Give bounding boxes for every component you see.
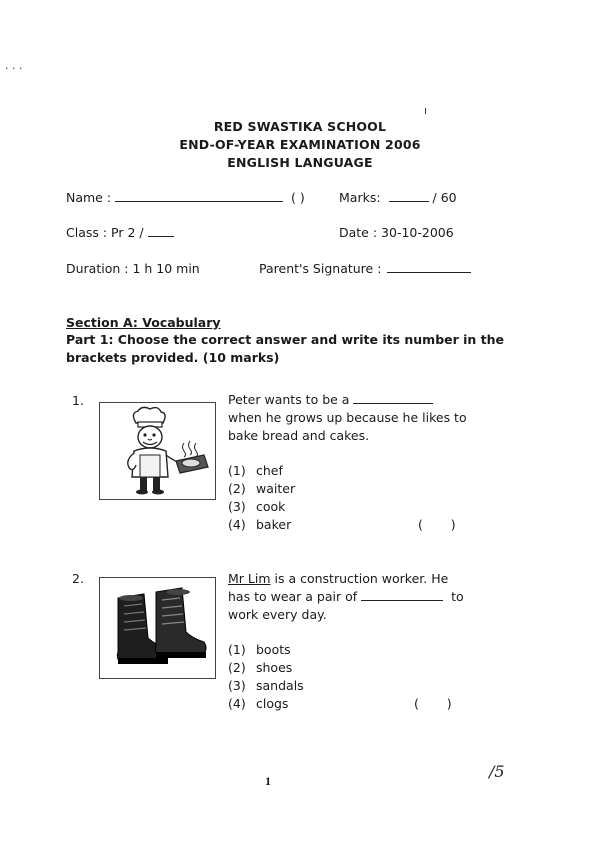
marks-row: [339, 190, 457, 205]
option: (1) chef: [228, 463, 283, 478]
date-label: Date : 30-10-2006: [339, 225, 454, 240]
school-name: RED SWASTIKA SCHOOL: [213, 119, 387, 134]
question-text-line: Mr Lim is a construction worker. He: [228, 571, 449, 586]
marks-label: Marks:: [339, 190, 381, 205]
question-text-line: Peter wants to be a: [228, 392, 433, 407]
subject-title: ENGLISH LANGUAGE: [227, 155, 373, 170]
instruction-line-2: brackets provided. (10 marks): [66, 350, 280, 365]
option: (2) shoes: [228, 660, 293, 675]
duration-label: Duration : 1 h 10 min: [66, 261, 200, 276]
marks-field[interactable]: [389, 191, 429, 202]
marks-total: / 60: [432, 190, 457, 205]
name-index-brackets: ( ): [291, 190, 305, 205]
question-text-line: work every day.: [228, 607, 327, 622]
answer-blank[interactable]: [353, 393, 433, 404]
answer-blank[interactable]: [361, 590, 443, 601]
class-label: Class : Pr 2 /: [66, 225, 144, 240]
option: (3) cook: [228, 499, 286, 514]
name-label: Name :: [66, 190, 112, 205]
option: (4) baker: [228, 517, 292, 532]
question-number: 2.: [72, 571, 84, 586]
question-image: [99, 402, 216, 500]
baker-illustration-icon: [100, 403, 215, 499]
section-title: Section A: Vocabulary: [66, 315, 221, 330]
stray-mark: ı: [424, 104, 428, 117]
signature-field[interactable]: [387, 262, 471, 273]
class-field[interactable]: [148, 226, 174, 237]
exam-title: END-OF-YEAR EXAMINATION 2006: [179, 137, 421, 152]
question-text-line: when he grows up because he likes to: [228, 410, 467, 425]
answer-brackets[interactable]: ( ): [418, 517, 456, 532]
signature-row: [259, 261, 471, 276]
option: (3) sandals: [228, 678, 304, 693]
page-number: 1: [265, 774, 271, 788]
boots-illustration-icon: [100, 578, 215, 678]
name-field[interactable]: [115, 191, 283, 202]
person-name: Mr Lim: [228, 571, 271, 586]
class-row: [66, 225, 174, 240]
stray-mark: · · ·: [5, 62, 23, 75]
question-text-line: bake bread and cakes.: [228, 428, 370, 443]
question-number: 1.: [72, 393, 84, 408]
option: (4) clogs: [228, 696, 289, 711]
question-image: [99, 577, 216, 679]
instruction-line-1: Part 1: Choose the correct answer and write its number in the: [66, 332, 505, 347]
option: (1) boots: [228, 642, 291, 657]
name-row: [66, 190, 305, 205]
signature-label: Parent's Signature :: [259, 261, 382, 276]
handwritten-score: /5: [489, 762, 505, 781]
question-text-line: has to wear a pair of to: [228, 589, 464, 604]
option: (2) waiter: [228, 481, 296, 496]
answer-brackets[interactable]: ( ): [414, 696, 452, 711]
